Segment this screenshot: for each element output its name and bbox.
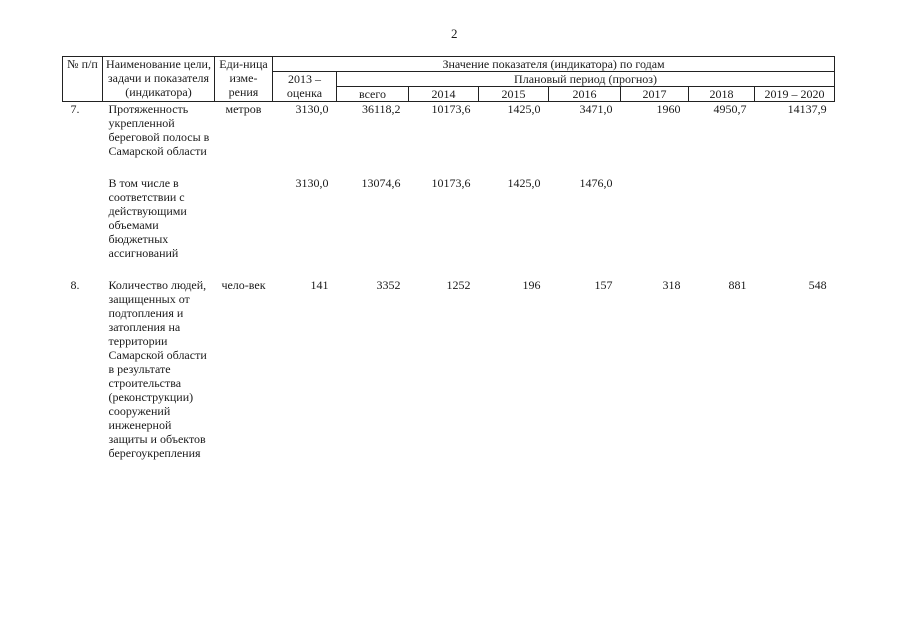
row-2016: 3471,0	[579, 102, 613, 116]
table-row	[63, 102, 835, 159]
row-2017: 1960	[656, 102, 681, 116]
header-2014: 2014	[409, 87, 479, 102]
header-plan-period: Плановый период (прогноз)	[337, 72, 835, 87]
row-2016: 1476,0	[579, 176, 613, 190]
row-2018: 881	[728, 278, 747, 292]
row-2014: 1252	[446, 278, 471, 292]
row-2018: 4950,7	[713, 102, 747, 116]
header-2015: 2015	[479, 87, 549, 102]
row-num	[63, 176, 103, 260]
row-2019-2020	[755, 176, 835, 260]
row-total: 36118,2	[361, 102, 401, 116]
header-2019-2020: 2019 – 2020	[755, 87, 835, 102]
row-2015: 196	[522, 278, 541, 292]
row-unit: чело-век	[221, 278, 266, 292]
header-num: № п/п	[63, 57, 103, 102]
header-2018: 2018	[689, 87, 755, 102]
page-number: 2	[451, 26, 458, 41]
header-total: всего	[337, 87, 409, 102]
row-estimate: 3130,0	[295, 102, 329, 116]
row-estimate: 141	[310, 278, 329, 292]
row-num: 8.	[70, 278, 80, 292]
header-unit: Еди-ница изме-рения	[215, 57, 273, 102]
row-2018	[689, 176, 755, 260]
row-name: Протяженность укрепленной береговой полосы в Самарской области	[108, 102, 210, 158]
row-2017: 318	[662, 278, 681, 292]
row-total: 3352	[376, 278, 401, 292]
row-2019-2020: 548	[808, 278, 827, 292]
header-estimate: 2013 – оценка	[273, 72, 337, 102]
row-2015: 1425,0	[507, 176, 541, 190]
table-row	[63, 176, 835, 260]
row-2016: 157	[594, 278, 613, 292]
header-name: Наименование цели, задачи и показателя (индикатора)	[103, 57, 215, 102]
row-2017	[621, 176, 689, 260]
row-name: Количество людей, защищенных от подтопления и затопления на территории Самарской области в результате строительства (реконструкции) сооружений инженерной защиты и объектов берегоукрепления	[108, 278, 207, 460]
row-total: 13074,6	[361, 176, 401, 190]
row-num: 7.	[70, 102, 80, 116]
row-2019-2020: 14137,9	[787, 102, 827, 116]
indicator-table	[62, 56, 835, 460]
row-name: В том числе в соответствии с действующими объемами бюджетных ассигнований	[108, 176, 187, 260]
table-row	[63, 278, 835, 460]
row-2015: 1425,0	[507, 102, 541, 116]
header-2017: 2017	[621, 87, 689, 102]
row-unit	[215, 176, 273, 260]
row-estimate: 3130,0	[295, 176, 329, 190]
row-2014: 10173,6	[431, 102, 471, 116]
row-2014: 10173,6	[431, 176, 471, 190]
header-values-title: Значение показателя (индикатора) по годам	[273, 57, 835, 72]
row-unit: метров	[225, 102, 262, 116]
header-2016: 2016	[549, 87, 621, 102]
